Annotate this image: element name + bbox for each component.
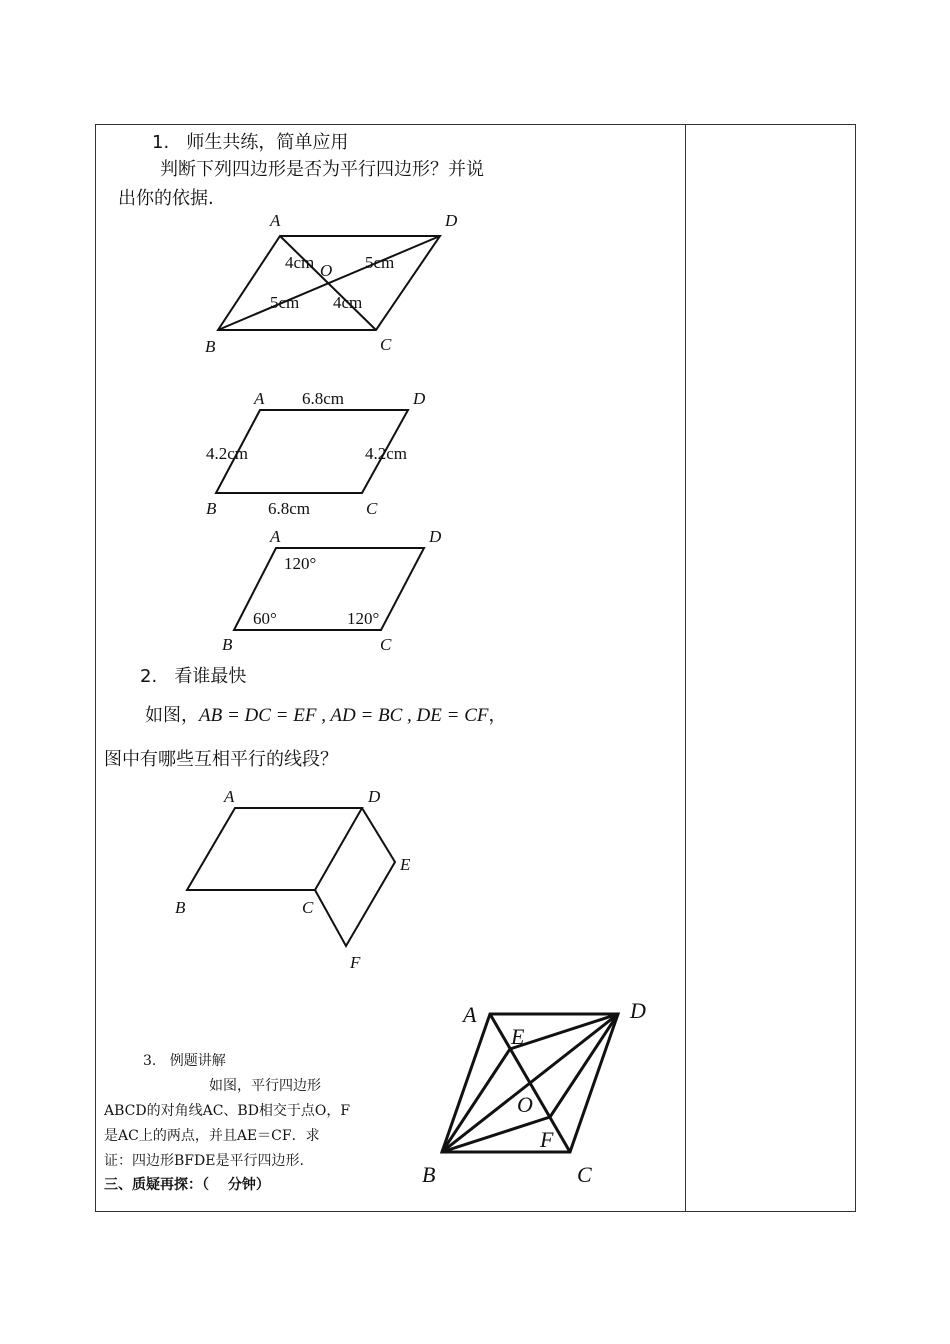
- figure1-label-d: D: [445, 211, 458, 230]
- figure2-right-length: 4.2cm: [365, 444, 408, 463]
- figure2-label-d: D: [413, 389, 426, 408]
- figure5-line-be: [442, 1049, 510, 1152]
- section3-line4: 证：四边形BFDE是平行四边形.: [104, 1153, 304, 1169]
- figure2-label-c: C: [366, 499, 378, 518]
- figure4-label-d: D: [368, 787, 381, 806]
- figure1-label-c: C: [380, 335, 392, 354]
- figure4-label-c: C: [302, 898, 314, 917]
- figure4-label-a: A: [224, 787, 235, 806]
- figure5-line-fd: [550, 1014, 618, 1117]
- section2-question: 图中有哪些互相平行的线段？: [104, 749, 338, 770]
- figure2-label-a: A: [254, 389, 265, 408]
- figure3-angle-b: 60°: [253, 609, 277, 628]
- figure5-label-e: E: [511, 1024, 525, 1049]
- figure5-line-ed: [510, 1014, 618, 1049]
- section2-title: 看谁最快: [174, 666, 247, 687]
- figure3-angle-c: 120°: [347, 609, 380, 628]
- figure1-ao-length: 4cm: [285, 253, 315, 272]
- figure5-label-c: C: [577, 1162, 592, 1187]
- section2-formula-tail: ，: [488, 705, 507, 726]
- figure1-label-o: O: [320, 261, 333, 280]
- figure5-label-a: A: [463, 1002, 477, 1027]
- section3-line1: 如图，平行四边形: [209, 1078, 321, 1094]
- figure5-line-bf: [442, 1117, 550, 1152]
- section1-question-line1: 判断下列四边形是否为平行四边形？并说: [160, 159, 484, 180]
- figure3-label-d: D: [429, 527, 442, 546]
- figure4-label-f: F: [350, 953, 361, 972]
- figure5-label-d: D: [630, 998, 646, 1023]
- figure2-label-b: B: [206, 499, 217, 518]
- figure3-label-b: B: [222, 635, 233, 654]
- figure1-oc-length: 4cm: [333, 293, 363, 312]
- section2-formula: AB = DC = EF , AD = BC , DE = CF: [199, 705, 489, 726]
- section4-heading: 三、质疑再探：（ 分钟）: [104, 1177, 270, 1193]
- figure3-angle-a: 120°: [284, 554, 317, 573]
- section3-line2: ABCD的对角线AC、BD相交于点O，F: [104, 1103, 351, 1119]
- figure3-label-c: C: [380, 635, 392, 654]
- figure2-left-length: 4.2cm: [206, 444, 249, 463]
- figure4-label-b: B: [175, 898, 186, 917]
- section3-title: 例题讲解: [169, 1053, 226, 1069]
- figure2-bottom-length: 6.8cm: [268, 499, 311, 518]
- figure1-bo-length: 5cm: [270, 293, 300, 312]
- figure5-label-f: F: [540, 1127, 554, 1152]
- section1-title: 师生共练，简单应用: [186, 132, 349, 153]
- section1-number: 1.: [152, 132, 170, 153]
- section3-line3: 是AC上的两点，并且AE＝CF．求: [104, 1128, 320, 1144]
- figure3-label-a: A: [270, 527, 281, 546]
- figure5-diagonal-bd: [442, 1014, 618, 1152]
- section1-question-line2: 出你的依据.: [118, 188, 214, 209]
- figure5-label-b: B: [422, 1162, 436, 1187]
- section2-intro: 如图，: [145, 705, 199, 726]
- figure1-label-b: B: [205, 337, 216, 356]
- section2-number: 2.: [140, 666, 158, 687]
- figure4-label-e: E: [400, 855, 411, 874]
- section3-number: 3.: [143, 1053, 157, 1069]
- figure2-top-length: 6.8cm: [302, 389, 345, 408]
- figure1-label-a: A: [270, 211, 281, 230]
- figure1-od-length: 5cm: [365, 253, 395, 272]
- figure5-label-o: O: [517, 1092, 533, 1117]
